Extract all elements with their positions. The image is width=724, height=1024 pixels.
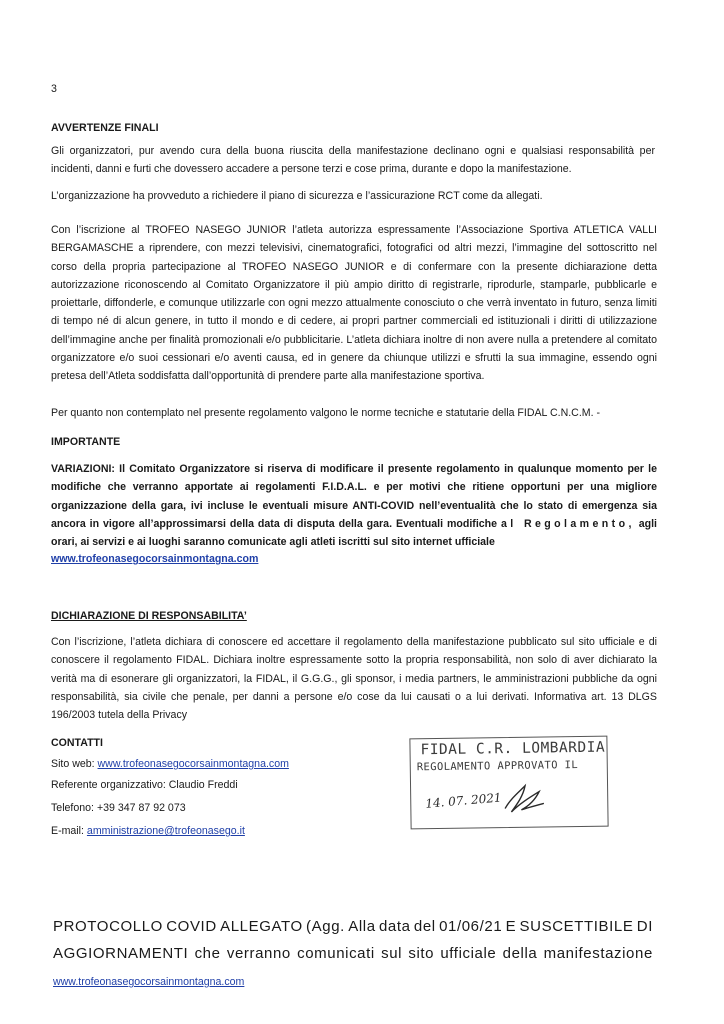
protocollo-word: sul [381,945,403,962]
contact-website-link[interactable]: www.trofeonasegocorsainmontagna.com [97,758,289,770]
section-heading-importante: IMPORTANTE [51,436,121,448]
stamp-line-1: FIDAL C.R. LOMBARDIA [420,739,606,759]
protocollo-word: SUSCETTIBILE [519,918,634,935]
contact-email-row [51,822,245,840]
protocollo-word: del [413,918,436,935]
protocollo-word: ufficiale [440,945,497,962]
contact-email-link[interactable]: amministrazione@trofeonasego.it [86,825,245,837]
variazioni-text-a: VARIAZIONI: Il Comitato Organizzatore si riserva di modificare il presente regolamento in qualunque momento per le modifiche che verranno apportate ai regolamenti F.I.D.A.L. e per motivi che ritiene opportuni per una migliore organizzazione della gara, ivi incluse le eventuali misure ANTI-COVID nell’eventualità che lo stato di emergenza sia ancora in vigore all’approssimarsi della data di disputa della gara. Eventuali modifiche [51,463,657,530]
protocollo-word: AGGIORNAMENTI [53,945,189,962]
protocollo-line-2 [53,941,653,967]
variazioni-paragraph [51,460,657,551]
contact-referente: Referente organizzativo: Claudio Freddi [51,779,238,791]
protocollo-word: COVID [166,918,217,935]
protocollo-word: Alla [348,918,376,935]
avvertenze-paragraph-3: Con l’iscrizione al TROFEO NASEGO JUNIOR l’atleta autorizza espressamente l’Associazione Sportiva ATLETICA VALLI BERGAMASCHE a riprendere, con mezzi televisivi, cinematografici, fotografici od altri mezzi, l’immagine del sottoscritto nel corso della propria partecipazione al TROFEO NASEGO JUNIOR e di confermare con la presente dichiarazione detta autorizzazione riconoscendo al Comitato Organizzatore il più ampio diritto di registrarle, riprodurle, stamparle, pubblicarle e proiettarle, diffonderle, e comunque utilizzarle con ogni mezzo attualmente conosciuto o che verrà inventato in futuro, senza limiti di tempo né di alcun genere, in tutto il mondo e di cedere, ai propri partner commerciali ed istituzionali i diritti di utilizzazione dell’immagine anche per finalità promozionali e/o pubblicitarie. L’atleta dichiara inoltre di non avere nulla a pretendere al comitato organizzatore e/o suoi cessionari e/o aventi causa, ed in genere da chiunque utilizzi e sfrutti la sua immagine, essendo ogni pretesa dell’Atleta soddisfatta dall’opportunità di prendere parte alla manifestazione sportiva. [51,224,657,383]
protocollo-website-link[interactable]: www.trofeonasegocorsainmontagna.com [53,976,245,988]
protocollo-word: manifestazione [543,945,653,962]
stamp-line-2: REGOLAMENTO APPROVATO IL [416,759,579,774]
variazioni-text-spaced: al Regolamento, [500,517,635,530]
protocollo-word: PROTOCOLLO [53,918,163,935]
protocollo-word: comunicati [297,945,375,962]
stamp-handwritten-date: 14. 07. 2021 [424,790,503,811]
avvertenze-paragraph-2: L’organizzazione ha provveduto a richiedere il piano di sicurezza e l’assicurazione RCT come da allegati. [51,190,543,202]
avvertenze-paragraph-4: Per quanto non contemplato nel presente regolamento valgono le norme tecniche e statutarie della FIDAL C.N.C.M. - [51,407,601,419]
contact-website-label: Sito web: [51,758,95,770]
signature-icon [499,777,550,818]
variazioni-website-link[interactable]: www.trofeonasegocorsainmontagna.com [51,553,259,565]
protocollo-word: della [502,945,538,962]
avvertenze-paragraph-1: Gli organizzatori, pur avendo cura della buona riuscita della manifestazione declinano ogni e qualsiasi responsabilità per incidenti, danni e furti che dovessero accadere a persone terzi e cose prima, durante e dopo la manifestazione. [51,145,655,176]
section-heading-avvertenze: AVVERTENZE FINALI [51,122,159,134]
section-heading-dichiarazione: DICHIARAZIONE DI RESPONSABILITA’ [51,610,247,622]
section-heading-contatti: CONTATTI [51,737,103,749]
contact-telefono: Telefono: +39 347 87 92 073 [51,802,186,814]
protocollo-word: ALLEGATO [220,918,303,935]
protocollo-line-1 [53,914,653,940]
variazioni-text-b: agli orari, ai servizi e ai luoghi saranno comunicate agli atleti iscritti sul sito internet ufficiale [51,517,657,549]
protocollo-word: (Agg. [306,918,345,935]
protocollo-word: sito [408,945,435,962]
contact-website-row [51,755,289,773]
page-number: 3 [51,83,57,95]
contact-email-label: E-mail: [51,825,84,837]
protocollo-word: DI [636,918,653,935]
protocollo-word: data [378,918,411,935]
dichiarazione-paragraph: Con l’iscrizione, l’atleta dichiara di conoscere ed accettare il regolamento della manifestazione pubblicato sul sito ufficiale e di conoscere il regolamento FIDAL. Dichiara inoltre espressamente sotto la propria responsabilità, non solo di aver dichiarato la verità ma di esonerare gli organizzatori, la FIDAL, il G.G.G., gli sponsor, i media partners, le amministrazioni pubbliche da ogni responsabilità, sia civile che penale, per danni a persone e/o cose da lui causati o a lui derivati. Informativa art. 13 DLGS 196/2003 tutela della Privacy [51,636,657,722]
protocollo-word: che [194,945,221,962]
protocollo-word: verranno [226,945,291,962]
protocollo-word: 01/06/21 [439,918,503,935]
fidal-approval-stamp [409,736,608,830]
protocollo-word: E [505,918,517,935]
